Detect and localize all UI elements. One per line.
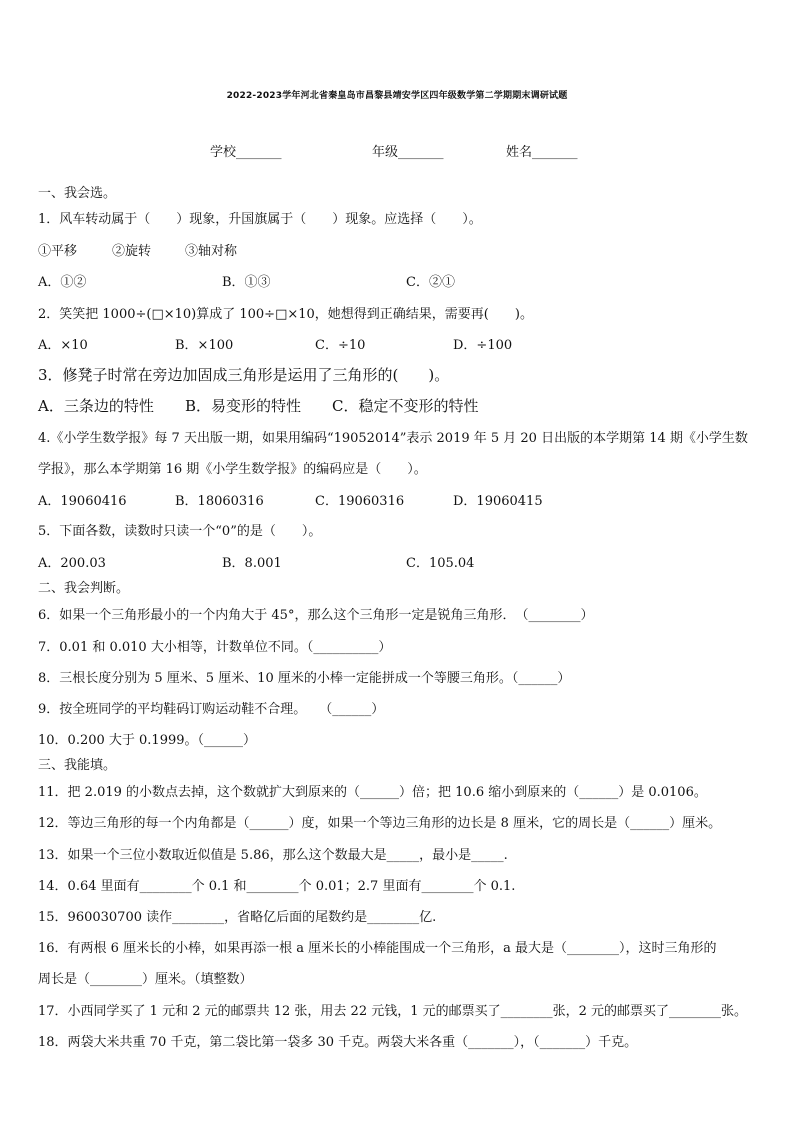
q2-option-b: B．×100 [175, 338, 234, 353]
question-2: 2．笑笑把 1000÷(□×10)算成了 100÷□×10，她想得到正确结果，需要再( )。 [38, 307, 533, 322]
question-7: 7．0.01 和 0.010 大小相等，计数单位不同。（__________） [38, 640, 392, 655]
section-heading-fill: 三、我能填。 [38, 758, 117, 773]
question-16-line-1: 16．有两根 6 厘米长的小棒，如果再添一根 a 厘米长的小棒能围成一个三角形，a 最大是（________），这时三角形的 [38, 941, 717, 956]
q3-option-b: B．易变形的特性 [185, 397, 302, 415]
question-16-line-2: 周长是（________）厘米。（填整数） [38, 972, 253, 987]
question-10: 10．0.200 大于 0.1999。（______） [38, 733, 257, 748]
question-8: 8．三根长度分别为 5 厘米、5 厘米、10 厘米的小棒一定能拼成一个等腰三角形。（______） [38, 671, 571, 686]
q4-option-d: D．19060415 [453, 494, 543, 509]
section-heading-judge: 二、我会判断。 [38, 581, 130, 596]
question-13: 13．如果一个三位小数取近似值是 5.86，那么这个数最大是_____，最小是_____. [38, 848, 508, 863]
q5-option-a: A．200.03 [38, 556, 106, 571]
q1-option-c: C．②① [406, 275, 455, 290]
q4-option-b: B．18060316 [175, 494, 264, 509]
question-17: 17．小西同学买了 1 元和 2 元的邮票共 12 张，用去 22 元钱，1 元的邮票买了________张，2 元的邮票买了________张。 [38, 1004, 748, 1019]
q1-term-2: ②旋转 [112, 244, 152, 259]
q2-option-d: D．÷100 [453, 338, 513, 353]
q2-option-a: A．×10 [38, 338, 88, 353]
q3-option-c: C．稳定不变形的特性 [332, 397, 479, 415]
q4-option-c: C．19060316 [315, 494, 405, 509]
question-1: 1．风车转动属于（ ）现象，升国旗属于（ ）现象。应选择（ ）。 [38, 212, 482, 227]
question-4-line-1: 4.《小学生数学报》每 7 天出版一期，如果用编码“19052014”表示 2019 年 5 月 20 日出版的本学期第 14 期《小学生数 [38, 431, 748, 446]
question-9: 9．按全班同学的平均鞋码订购运动鞋不合理。 （______） [38, 702, 385, 717]
q1-option-b: B．①③ [222, 275, 271, 290]
question-6: 6．如果一个三角形最小的一个内角大于 45°，那么这个三角形一定是锐角三角形． （________） [38, 608, 594, 623]
question-15: 15．960030700 读作________，省略亿后面的尾数约是________亿. [38, 910, 437, 925]
q4-option-a: A．19060416 [38, 494, 127, 509]
question-5: 5．下面各数，读数时只读一个“0”的是（ ）。 [38, 524, 322, 539]
question-18: 18．两袋大米共重 70 千克，第二袋比第一袋多 30 千克。两袋大米各重（_______），（_______）千克。 [38, 1035, 638, 1050]
q5-option-b: B．8.001 [222, 556, 282, 571]
q1-term-1: ①平移 [38, 244, 78, 259]
q5-option-c: C．105.04 [406, 556, 475, 571]
question-14: 14．0.64 里面有________个 0.1 和________个 0.01；2.7 里面有________个 0.1. [38, 879, 516, 894]
section-heading-choose: 一、我会选。 [38, 186, 117, 201]
exam-title: 2022-2023学年河北省秦皇岛市昌黎县靖安学区四年级数学第二学期期末调研试题 [226, 91, 568, 101]
grade-field: 年级_______ [372, 145, 444, 160]
q1-option-a: A．①② [38, 275, 87, 290]
name-field: 姓名_______ [506, 145, 578, 160]
q2-option-c: C．÷10 [315, 338, 366, 353]
q3-option-a: A．三条边的特性 [38, 397, 154, 415]
question-11: 11．把 2.019 的小数点去掉，这个数就扩大到原来的（______）倍；把 10.6 缩小到原来的（______）是 0.0106。 [38, 785, 707, 800]
question-4-line-2: 学报》，那么本学期第 16 期《小学生数学报》的编码应是（ ）。 [38, 462, 427, 477]
school-field: 学校_______ [210, 145, 282, 160]
question-12: 12．等边三角形的每一个内角都是（______）度，如果一个等边三角形的边长是 8 厘米，它的周长是（______）厘米。 [38, 816, 722, 831]
question-3: 3．修凳子时常在旁边加固成三角形是运用了三角形的( )。 [38, 366, 450, 384]
q1-term-3: ③轴对称 [185, 244, 238, 259]
